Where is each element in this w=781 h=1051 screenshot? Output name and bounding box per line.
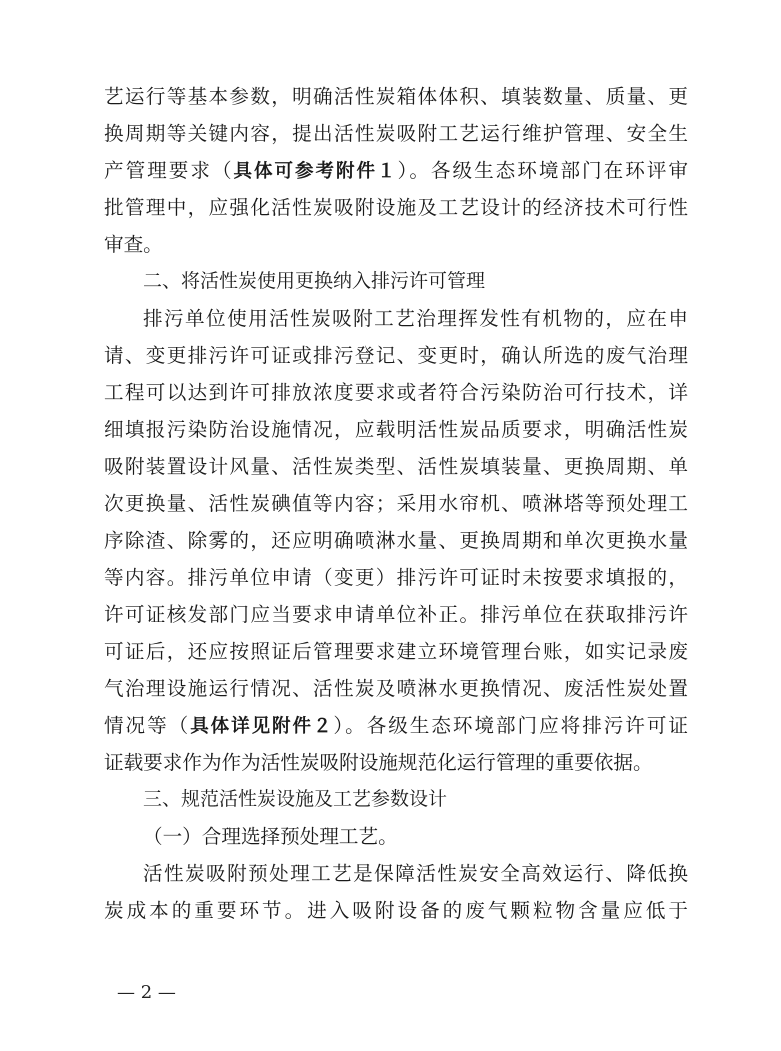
paragraph-line: 审查。 <box>104 233 163 256</box>
paragraph-line: 细填报污染防治设施情况，应载明活性炭品质要求，明确活性炭 <box>104 418 688 441</box>
paragraph-line: 炭成本的重要环节。进入吸附设备的废气颗粒物含量应低于 <box>104 899 688 922</box>
attachment-reference-1: 具体可参考附件１ <box>233 161 398 182</box>
paragraph-line: 吸附装置设计风量、活性炭类型、活性炭填装量、更换周期、单 <box>104 455 688 478</box>
line-text: ）。各级生态环境部门应将排污许可证 <box>333 714 688 737</box>
paragraph-line <box>104 152 688 189</box>
paragraph-line: 工程可以达到许可排放浓度要求或者符合污染防治可行技术，详 <box>104 381 688 404</box>
section-heading-2: 二、将活性炭使用更换纳入排污许可管理 <box>143 270 486 292</box>
line-text: 产管理要求（ <box>104 159 234 182</box>
paragraph-line: 气治理设施运行情况、活性炭及喷淋水更换情况、废活性炭处置 <box>104 677 688 700</box>
paragraph-line: 换周期等关键内容，提出活性炭吸附工艺运行维护管理、安全生 <box>104 122 688 145</box>
paragraph-line: 次更换量、活性炭碘值等内容；采用水帘机、喷淋塔等预处理工 <box>104 492 688 515</box>
line-text: ）。各级生态环境部门在环评审 <box>397 159 688 182</box>
paragraph-line: 艺运行等基本参数，明确活性炭箱体体积、填装数量、质量、更 <box>104 85 688 108</box>
paragraph-line: 序除渣、除雾的，还应明确喷淋水量、更换周期和单次更换水量 <box>104 529 688 552</box>
paragraph-line: 可证后，还应按照证后管理要求建立环境管理台账，如实记录废 <box>104 640 688 663</box>
paragraph-line: 活性炭吸附预处理工艺是保障活性炭安全高效运行、降低换 <box>143 862 688 885</box>
paragraph-line: 排污单位使用活性炭吸附工艺治理挥发性有机物的，应在申 <box>143 307 688 330</box>
attachment-reference-2: 具体详见附件２ <box>190 716 334 737</box>
page-number: — 2 — <box>117 982 176 1003</box>
subsection-heading: （一）合理选择预处理工艺。 <box>143 825 398 848</box>
paragraph-line: 许可证核发部门应当要求申请单位补正。排污单位在获取排污许 <box>104 603 688 626</box>
line-text: 情况等（ <box>104 714 191 737</box>
paragraph-line: 批管理中，应强化活性炭吸附设施及工艺设计的经济技术可行性 <box>104 196 688 219</box>
paragraph-line <box>104 707 688 744</box>
section-heading-3: 三、规范活性炭设施及工艺参数设计 <box>143 788 448 810</box>
paragraph-line: 请、变更排污许可证或排污登记、变更时，确认所选的废气治理 <box>104 344 688 367</box>
paragraph-line: 证载要求作为作为活性炭吸附设施规范化运行管理的重要依据。 <box>104 751 653 774</box>
paragraph-line: 等内容。排污单位申请（变更）排污许可证时未按要求填报的， <box>104 566 688 589</box>
